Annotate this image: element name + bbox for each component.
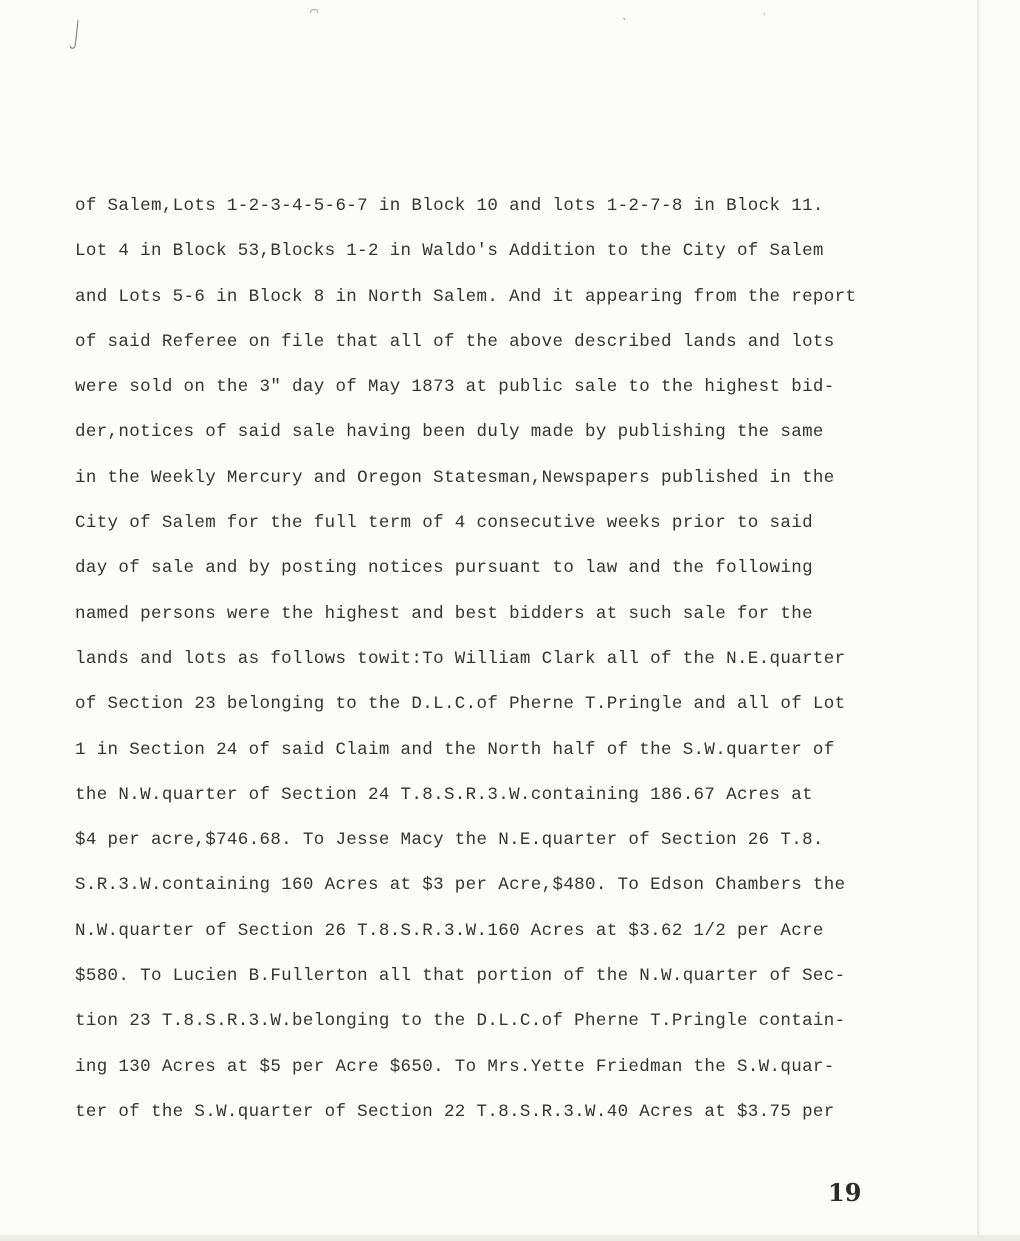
text-line: of Section 23 belonging to the D.L.C.of Pherne T.Pringle and all of Lot	[75, 694, 846, 715]
text-line: 1 in Section 24 of said Claim and the North half of the S.W.quarter of	[75, 739, 835, 760]
text-line: in the Weekly Mercury and Oregon Statesman,Newspapers published in the	[75, 467, 835, 488]
text-line: named persons were the highest and best bidders at such sale for the	[75, 603, 813, 624]
text-line: and Lots 5-6 in Block 8 in North Salem. And it appearing from the report	[75, 286, 857, 307]
text-line: of said Referee on file that all of the above described lands and lots	[75, 331, 835, 352]
page-bottom-edge	[0, 1235, 1020, 1241]
text-line: day of sale and by posting notices pursuant to law and the following	[75, 558, 813, 579]
text-line: $4 per acre,$746.68. To Jesse Macy the N.E.quarter of Section 26 T.8.	[75, 830, 824, 851]
text-line: ing 130 Acres at $5 per Acre $650. To Mrs.Yette Friedman the S.W.quar-	[75, 1056, 835, 1077]
paper-smudge: ⌒	[310, 5, 319, 21]
text-line: S.R.3.W.containing 160 Acres at $3 per Acre,$480. To Edson Chambers the	[75, 875, 846, 896]
text-line: N.W.quarter of Section 26 T.8.S.R.3.W.160 Acres at $3.62 1/2 per Acre	[75, 920, 824, 941]
text-line: tion 23 T.8.S.R.3.W.belonging to the D.L.C.of Pherne T.Pringle contain-	[75, 1011, 846, 1032]
pencil-mark-icon	[68, 18, 82, 52]
text-line: City of Salem for the full term of 4 consecutive weeks prior to said	[75, 513, 813, 534]
text-line: der,notices of said sale having been duly made by publishing the same	[75, 422, 824, 443]
text-line: lands and lots as follows towit:To William Clark all of the N.E.quarter	[75, 648, 846, 669]
page-number: 19	[828, 1178, 862, 1207]
text-line: the N.W.quarter of Section 24 T.8.S.R.3.W.containing 186.67 Acres at	[75, 784, 813, 805]
document-body	[75, 184, 955, 1135]
text-line: Lot 4 in Block 53,Blocks 1-2 in Waldo's Addition to the City of Salem	[75, 241, 824, 262]
page-edge-shadow	[977, 0, 980, 1241]
paper-smudge: ˎ	[620, 6, 629, 22]
text-line: ter of the S.W.quarter of Section 22 T.8.S.R.3.W.40 Acres at $3.75 per	[75, 1101, 835, 1122]
text-line: $580. To Lucien B.Fullerton all that portion of the N.W.quarter of Sec-	[75, 966, 846, 987]
paper-smudge: ˈ	[760, 12, 769, 28]
text-line: of Salem,Lots 1-2-3-4-5-6-7 in Block 10 and lots 1-2-7-8 in Block 11.	[75, 196, 824, 216]
text-line: were sold on the 3" day of May 1873 at public sale to the highest bid-	[75, 377, 835, 398]
